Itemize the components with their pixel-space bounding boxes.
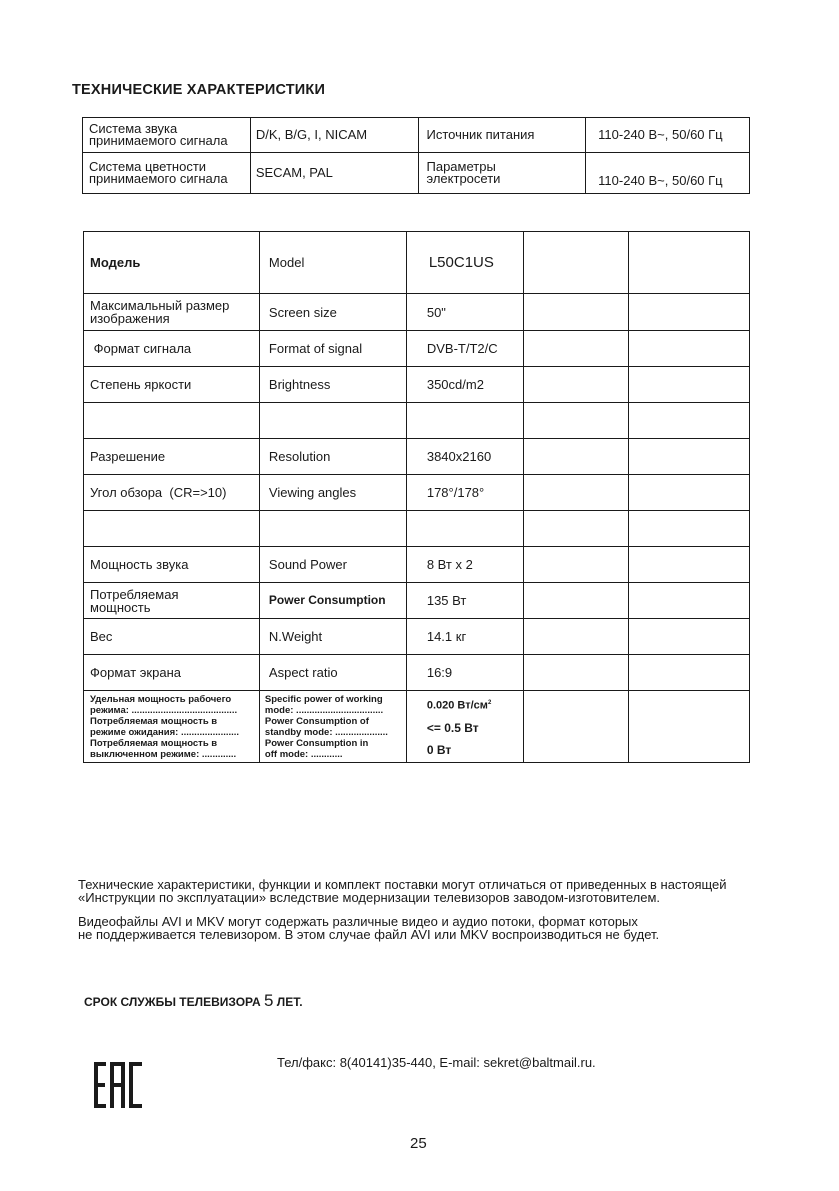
spec-row: [84, 655, 750, 691]
spec-cell-ru: Формат сигнала: [84, 331, 260, 367]
spec-cell-value: 50": [406, 294, 523, 331]
spec-row: [84, 403, 750, 439]
power-standby-value: <= 0.5 Вт: [426, 720, 479, 735]
spec-cell-empty: [629, 439, 750, 475]
spec-table: [83, 231, 750, 763]
spec-row: [84, 475, 750, 511]
signal-cell-value: SECAM, PAL: [250, 153, 418, 194]
eac-mark-svg: [92, 1058, 144, 1110]
spec-cell-empty: [629, 511, 750, 547]
service-life-years: 5: [264, 991, 274, 1010]
spec-cell-en: Format of signal: [259, 331, 406, 367]
spec-cell-ru: Вес: [84, 619, 260, 655]
signal-cell-label: Система цветности принимаемого сигнала: [83, 153, 251, 194]
spec-cell-en: Power Consumption: [259, 583, 406, 619]
spec-cell-empty: [523, 691, 629, 763]
spec-row: [84, 367, 750, 403]
service-life-prefix: СРОК СЛУЖБЫ ТЕЛЕВИЗОРА: [84, 995, 264, 1009]
spec-row: [84, 439, 750, 475]
power-values: [406, 691, 523, 763]
spec-row: [84, 511, 750, 547]
power-off-value: 0 Вт: [426, 742, 452, 757]
spec-cell-en: Aspect ratio: [259, 655, 406, 691]
spec-cell-ru: Максимальный размер изображения: [84, 294, 260, 331]
spec-row-power: [84, 691, 750, 763]
signal-cell-label2: Источник питания: [418, 118, 586, 153]
signal-cell-label: Система звука принимаемого сигнала: [83, 118, 251, 153]
spec-cell-en: N.Weight: [259, 619, 406, 655]
power-en-label: Specific power of working mode: ................................. Power Consumption of standby mode: .................... Power Consumption in off mode: ............: [259, 691, 406, 763]
spec-cell-value: 135 Вт: [406, 583, 523, 619]
spec-cell-en: Sound Power: [259, 547, 406, 583]
spec-cell-value: 3840x2160: [406, 439, 523, 475]
spec-row: [84, 619, 750, 655]
spec-cell-ru: Мощность звука: [84, 547, 260, 583]
spec-cell-value: [406, 511, 523, 547]
spec-cell-empty: [629, 655, 750, 691]
spec-cell-empty: [523, 439, 629, 475]
spec-cell-ru: [84, 403, 260, 439]
spec-cell-value: L50C1US: [406, 232, 523, 294]
spec-cell-en: Model: [259, 232, 406, 294]
spec-cell-value: 14.1 кг: [406, 619, 523, 655]
spec-cell-empty: [629, 691, 750, 763]
signal-cell-label2: Параметры электросети: [418, 153, 586, 194]
spec-cell-en: Resolution: [259, 439, 406, 475]
spec-cell-value: 16:9: [406, 655, 523, 691]
power-ru-label: Удельная мощность рабочего режима: ........................................ Потребляемая мощность в режиме ожидания: ...................... Потребляемая мощность в выключенном режиме: .............: [84, 691, 260, 763]
spec-cell-value: DVB-T/T2/C: [406, 331, 523, 367]
spec-row: [84, 232, 750, 294]
spec-cell-empty: [629, 294, 750, 331]
power-working-value: 0.020 $Вт/см^2$: [426, 699, 492, 712]
signal-cell-value2: 110-240 В~, 50/60 Гц: [586, 153, 750, 194]
spec-cell-empty: [523, 511, 629, 547]
spec-cell-empty: [629, 331, 750, 367]
spec-row: [84, 547, 750, 583]
spec-cell-en: Viewing angles: [259, 475, 406, 511]
spec-cell-empty: [629, 583, 750, 619]
spec-cell-empty: [629, 403, 750, 439]
spec-cell-empty: [523, 403, 629, 439]
spec-cell-ru: Модель: [84, 232, 260, 294]
spec-cell-empty: [629, 547, 750, 583]
spec-cell-value: 350cd/m2: [406, 367, 523, 403]
spec-cell-empty: [629, 475, 750, 511]
signal-cell-value: D/K, B/G, I, NICAM: [250, 118, 418, 153]
page-number: 25: [410, 1135, 427, 1152]
service-life-suffix: ЛЕТ.: [273, 995, 303, 1009]
spec-cell-value: 178°/178°: [406, 475, 523, 511]
spec-cell-en: Screen size: [259, 294, 406, 331]
spec-cell-empty: [523, 294, 629, 331]
spec-cell-empty: [523, 331, 629, 367]
spec-cell-empty: [629, 619, 750, 655]
spec-cell-ru: Степень яркости: [84, 367, 260, 403]
signal-table: [82, 117, 750, 194]
note-avi-mkv: Видеофайлы AVI и MKV могут содержать различные видео и аудио потоки, формат которых не поддерживается телевизором. В этом случае файл AVI или MKV воспроизводиться не будет.: [78, 914, 660, 942]
spec-cell-value: [406, 403, 523, 439]
spec-cell-value: 8 Вт х 2: [406, 547, 523, 583]
spec-cell-empty: [523, 367, 629, 403]
spec-cell-empty: [523, 475, 629, 511]
spec-cell-en: [259, 403, 406, 439]
spec-cell-ru: Потребляемая мощность: [84, 583, 260, 619]
spec-cell-empty: [523, 583, 629, 619]
page-heading: ТЕХНИЧЕСКИЕ ХАРАКТЕРИСТИКИ: [72, 82, 326, 98]
spec-cell-ru: Формат экрана: [84, 655, 260, 691]
spec-cell-ru: Разрешение: [84, 439, 260, 475]
spec-row: [84, 583, 750, 619]
spec-cell-empty: [629, 232, 750, 294]
signal-row: [83, 153, 750, 194]
contact-info: Тел/факс: 8(40141)35-440, E-mail: sekret@baltmail.ru.: [277, 1055, 596, 1070]
note-specs-may-differ: Технические характеристики, функции и комплект поставки могут отличаться от приведенных в настоящей «Инструкции по эксплуатации» вследствие модернизации телевизоров заводом-изготовителем.: [78, 877, 727, 905]
signal-cell-value2: 110-240 В~, 50/60 Гц: [586, 118, 750, 153]
spec-cell-en: Brightness: [259, 367, 406, 403]
spec-cell-ru: Угол обзора (CR=>10): [84, 475, 260, 511]
spec-row: [84, 331, 750, 367]
eac-mark-icon: [92, 1058, 144, 1115]
spec-cell-empty: [523, 655, 629, 691]
spec-row: [84, 294, 750, 331]
spec-cell-empty: [629, 367, 750, 403]
spec-cell-empty: [523, 619, 629, 655]
spec-cell-empty: [523, 547, 629, 583]
signal-row: [83, 118, 750, 153]
service-life: [84, 991, 303, 1011]
spec-cell-en: [259, 511, 406, 547]
spec-cell-empty: [523, 232, 629, 294]
spec-cell-ru: [84, 511, 260, 547]
